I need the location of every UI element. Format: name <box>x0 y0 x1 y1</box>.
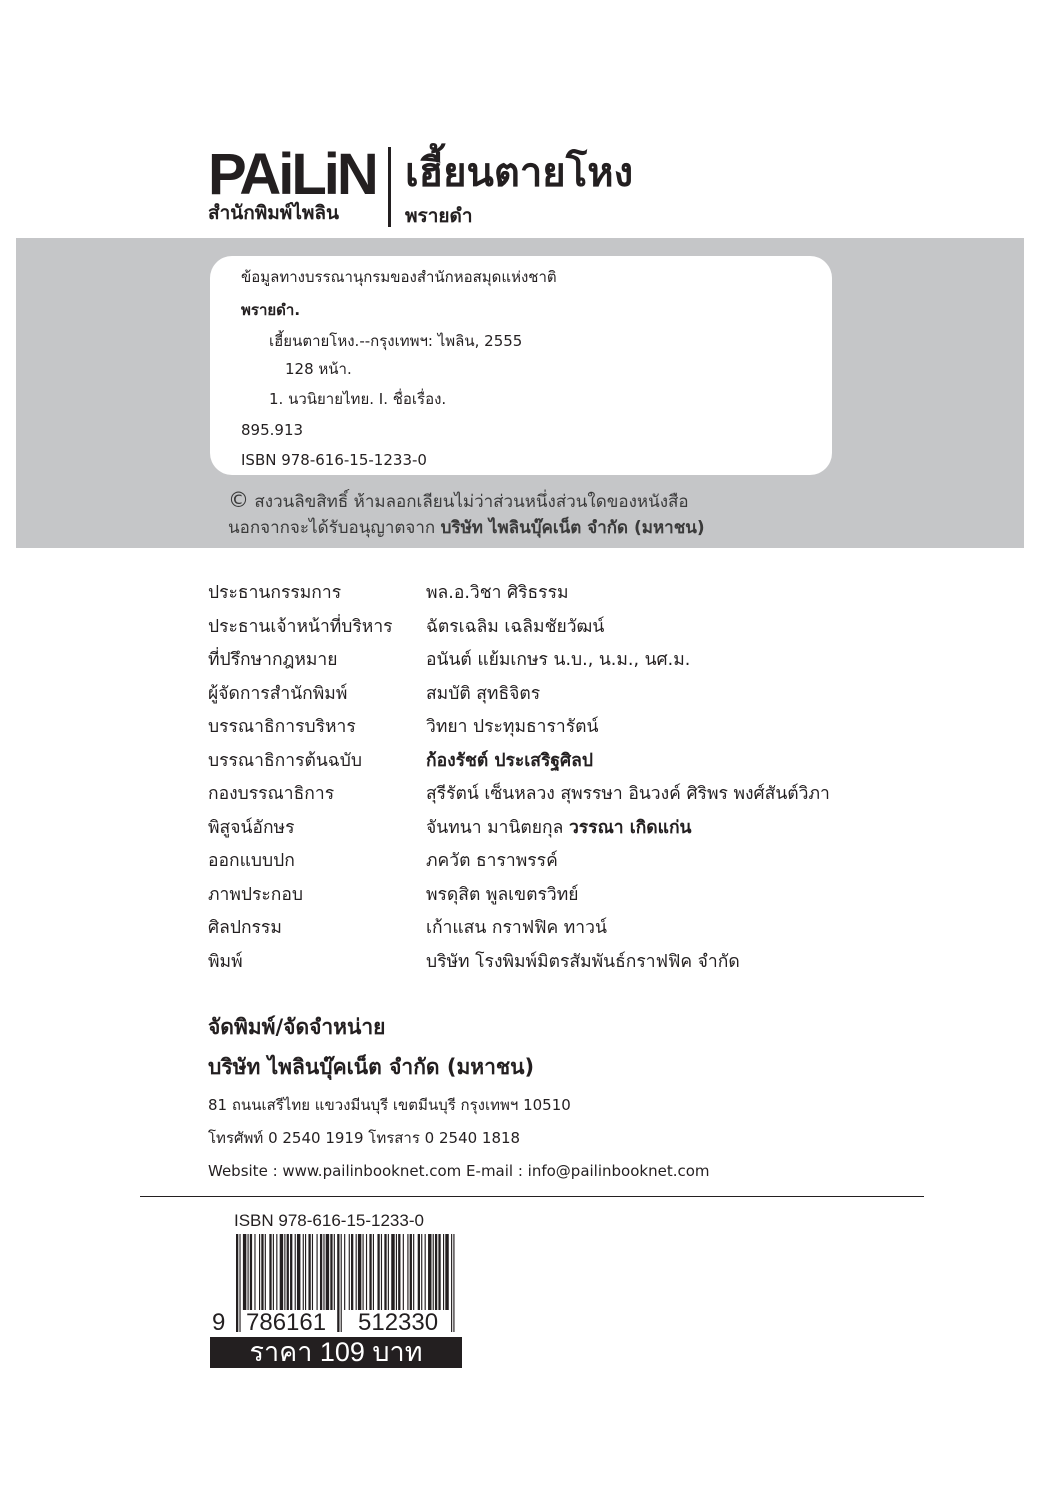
barcode-bar <box>290 1234 292 1310</box>
barcode-isbn-label: ISBN 978-616-15-1233-0 <box>234 1211 424 1230</box>
credit-role: กองบรรณาธิการ <box>208 784 335 804</box>
barcode-bar <box>373 1234 374 1310</box>
credit-name-regular: จันทนา มานิตยกุล <box>426 817 569 838</box>
copyright-icon: © <box>228 488 249 512</box>
barcode-bar <box>351 1234 353 1310</box>
distribution-company: บริษัท ไพลินบุ๊คเน็ต จำกัด (มหาชน) <box>208 1055 535 1079</box>
credit-role: ออกแบบปก <box>208 851 295 871</box>
barcode-bar <box>445 1234 448 1310</box>
barcode-bar <box>243 1234 246 1310</box>
credit-role: ประธานเจ้าหน้าที่บริหาร <box>208 616 393 637</box>
barcode-bar <box>369 1234 371 1310</box>
barcode <box>210 1234 462 1332</box>
barcode-bar <box>384 1234 386 1310</box>
barcode-bar <box>330 1234 332 1310</box>
barcode-bar <box>317 1234 318 1310</box>
credit-name-regular: อนันต์ แย้มเกษร น.บ., น.ม., นศ.ม. <box>426 650 691 670</box>
credit-role: ผู้จัดการสำนักพิมพ์ <box>208 683 348 704</box>
barcode-bar <box>388 1234 389 1310</box>
credit-name-regular: สมบัติ สุทธิจิตร <box>426 683 541 704</box>
cip-heading: ข้อมูลทางบรรณานุกรมของสำนักหอสมุดแห่งชาติ <box>241 268 557 286</box>
credit-name <box>426 647 690 673</box>
barcode-bar <box>407 1234 408 1310</box>
barcode-bar <box>326 1234 329 1310</box>
barcode-bar <box>377 1234 379 1310</box>
barcode-bar <box>261 1234 263 1310</box>
barcode-bar <box>428 1234 431 1310</box>
credit-role: ศิลปกรรม <box>208 918 282 938</box>
distribution-heading: จัดพิมพ์/จัดจำหน่าย <box>208 1015 386 1039</box>
credit-name-regular: ภควัต ธาราพรรค์ <box>426 851 558 871</box>
copyright-notice <box>228 487 705 541</box>
distribution-web: Website : www.pailinbooknet.com E-mail : info@pailinbooknet.com <box>208 1162 710 1180</box>
credit-role: บรรณาธิการต้นฉบับ <box>208 750 362 771</box>
distribution-phone: โทรศัพท์ 0 2540 1919 โทรสาร 0 2540 1818 <box>208 1129 521 1147</box>
barcode-digit-first: 9 <box>212 1309 226 1332</box>
barcode-bar <box>236 1234 238 1332</box>
credit-name-regular: บริษัท โรงพิมพ์มิตรสัมพันธ์กราฟฟิค จำกัด <box>426 951 740 972</box>
cip-class-number: 895.913 <box>241 421 304 439</box>
credit-name-regular: พรดุสิต พูลเขตรวิทย์ <box>426 884 579 905</box>
header-divider <box>388 147 391 227</box>
cip-box <box>210 256 832 475</box>
credit-name <box>426 748 593 774</box>
section-rule <box>140 1196 924 1197</box>
logo-wordmark: PAiLiN <box>208 142 376 207</box>
barcode-bar <box>391 1234 394 1310</box>
barcode-bar <box>443 1234 444 1310</box>
barcode-bar <box>413 1234 414 1310</box>
credit-name-regular: พล.อ.วิชา ศิริธรรม <box>426 583 569 603</box>
barcode-bar <box>265 1234 266 1310</box>
barcode-bar <box>438 1234 440 1310</box>
barcode-bar <box>254 1234 255 1310</box>
credit-name-regular: เก้าแสน กราฟฟิค ทาวน์ <box>426 918 607 938</box>
barcode-bar <box>320 1234 322 1310</box>
credit-name <box>426 614 604 640</box>
barcode-bar <box>259 1234 260 1310</box>
barcode-bar <box>398 1234 400 1310</box>
barcode-bar <box>239 1234 240 1332</box>
barcode-bar <box>425 1234 426 1310</box>
credit-name-regular: วิทยา ประทุมธารารัตน์ <box>426 717 599 737</box>
barcode-bar <box>248 1234 249 1310</box>
cip-subjects: 1. นวนิยายไทย. I. ชื่อเรื่อง. <box>269 390 447 408</box>
barcode-bar <box>410 1234 412 1310</box>
credit-role: บรรณาธิการบริหาร <box>208 717 356 737</box>
barcode-bar <box>366 1234 367 1310</box>
credit-name-bold: ก้องรัชต์ ประเสริฐศิลป <box>426 750 593 771</box>
barcode-bar <box>453 1234 454 1332</box>
barcode-bar <box>396 1234 397 1310</box>
credit-role: พิสูจน์อักษร <box>208 817 295 838</box>
cip-pages: 128 หน้า. <box>285 360 352 378</box>
barcode-bar <box>334 1234 335 1310</box>
barcode-bar <box>337 1234 339 1332</box>
distribution-address: 81 ถนนเสรีไทย แขวงมีนบุรี เขตมีนบุรี กรุงเทพฯ 10510 <box>208 1096 571 1114</box>
credit-name <box>426 815 692 841</box>
copyright-line-2: นอกจากจะได้รับอนุญาตจาก <box>228 518 441 538</box>
credit-role: ภาพประกอบ <box>208 884 304 905</box>
barcode-bar <box>435 1234 437 1310</box>
barcode-bar <box>341 1234 342 1332</box>
barcode-bar <box>305 1234 306 1310</box>
barcode-bar <box>250 1234 252 1310</box>
barcode-bar <box>303 1234 304 1310</box>
credit-name <box>426 949 740 975</box>
cip-title-line: เฮี้ยนตายโหง.--กรุงเทพฯ: ไพลิน, 2555 <box>269 332 523 350</box>
barcode-bar <box>308 1234 310 1310</box>
barcode-bar <box>358 1234 361 1310</box>
barcode-bar <box>280 1234 283 1310</box>
cip-isbn: ISBN 978-616-15-1233-0 <box>241 451 427 469</box>
credit-name <box>426 681 540 707</box>
barcode-bar <box>284 1234 285 1310</box>
credit-name <box>426 915 607 941</box>
logo-subtitle: สำนักพิมพ์ไพลิน <box>208 202 340 224</box>
barcode-bar <box>273 1234 274 1310</box>
barcode-bar <box>295 1234 296 1310</box>
barcode-bar <box>297 1234 300 1310</box>
credit-name <box>426 848 558 874</box>
barcode-bar <box>433 1234 434 1310</box>
barcode-digits-right: 512330 <box>358 1309 439 1332</box>
credit-name <box>426 781 830 807</box>
cip-author: พรายดำ. <box>241 301 301 319</box>
barcode-bar <box>344 1234 345 1310</box>
barcode-digits-left: 786161 <box>246 1309 327 1332</box>
barcode-bar <box>451 1234 452 1332</box>
credit-role: พิมพ์ <box>208 951 243 972</box>
publisher-logo <box>208 142 380 224</box>
barcode-bar <box>403 1234 404 1310</box>
barcode-bar <box>421 1234 422 1310</box>
barcode-bar <box>381 1234 382 1310</box>
barcode-bar <box>276 1234 277 1310</box>
barcode-bar <box>418 1234 420 1310</box>
credit-role: ที่ปรึกษากฎหมาย <box>208 650 338 670</box>
barcode-bar <box>287 1234 289 1310</box>
copyright-line-1: สงวนลิขสิทธิ์ ห้ามลอกเลียนไม่ว่าส่วนหนึ่งส่วนใดของหนังสือ <box>249 492 689 512</box>
credit-name-regular: ฉัตรเฉลิม เฉลิมชัยวัฒน์ <box>426 616 605 637</box>
book-author: พรายดำ <box>405 205 473 227</box>
barcode-bar <box>349 1234 350 1310</box>
credit-name-regular: สุรีรัตน์ เซ็นหลวง สุพรรษา อินวงค์ ศิริพร พงศ์สันต์วิภา <box>426 784 830 804</box>
barcode-bar <box>269 1234 271 1310</box>
credit-name-bold: วรรณา เกิดแก่น <box>568 817 692 838</box>
book-title: เฮี้ยนตายโหง <box>405 150 634 196</box>
credit-role: ประธานกรรมการ <box>208 583 342 603</box>
credit-name <box>426 580 569 606</box>
price-label: ราคา 109 บาท <box>210 1337 462 1368</box>
barcode-bar <box>323 1234 324 1310</box>
copyright-company: บริษัท ไพลินบุ๊คเน็ต จำกัด (มหาชน) <box>440 518 705 538</box>
credit-name <box>426 882 579 908</box>
barcode-bar <box>312 1234 313 1310</box>
credit-name <box>426 714 598 740</box>
barcode-bar <box>356 1234 357 1310</box>
barcode-bar <box>363 1234 364 1310</box>
